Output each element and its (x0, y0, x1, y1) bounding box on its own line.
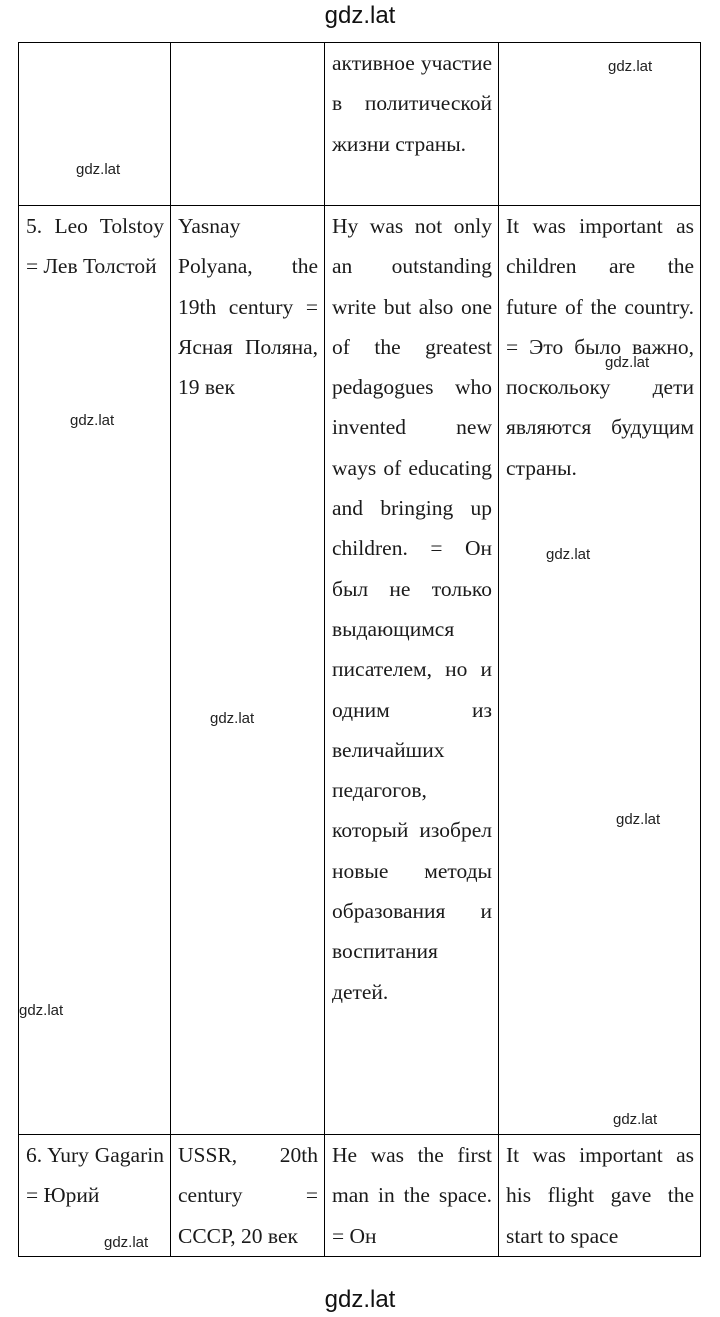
table-cell-empty (499, 43, 701, 206)
table-cell-achievement (325, 43, 499, 206)
site-header: gdz.lat (324, 2, 396, 29)
watermark: gdz.lat (616, 811, 661, 828)
table-cell-place-time (171, 1135, 325, 1257)
cell-text: 6. Yury Gagarin = Юрий (26, 1143, 164, 1208)
cell-text: Yasnay Polyana, the 19th century = Ясная Поляна, 19 век (178, 214, 318, 400)
cell-text: USSR, 20th century = СССР, 20 век (178, 1143, 318, 1248)
cell-text: It was important as children are the future of the country. = Это было важно, поскольоку дети являются будущим страны. (506, 214, 694, 480)
table-cell-achievement (325, 1135, 499, 1257)
table-cell-person (19, 206, 171, 1135)
table-cell-empty (19, 43, 171, 206)
history-table (18, 42, 701, 1257)
watermark: gdz.lat (608, 58, 653, 75)
table-cell-achievement (325, 206, 499, 1135)
cell-text: активное участие в политической жизни страны. (332, 51, 492, 156)
watermark: gdz.lat (546, 546, 591, 563)
watermark: gdz.lat (70, 412, 115, 429)
cell-text: 5. Leo Tolstoy = Лев Толстой (26, 214, 164, 279)
table-cell-importance (499, 1135, 701, 1257)
watermark: gdz.lat (210, 710, 255, 727)
watermark: gdz.lat (19, 1002, 64, 1019)
cell-text: It was important as his flight gave the start to space (506, 1143, 694, 1248)
watermark: gdz.lat (76, 161, 121, 178)
watermark: gdz.lat (104, 1234, 149, 1251)
cell-text: He was the first man in the space. = Он (332, 1143, 492, 1248)
table-row (19, 206, 701, 1135)
table-cell-place-time (171, 206, 325, 1135)
table-cell-importance (499, 206, 701, 1135)
watermark: gdz.lat (605, 354, 650, 371)
table-row-continuation (19, 43, 701, 206)
site-footer: gdz.lat (324, 1286, 396, 1313)
watermark: gdz.lat (613, 1111, 658, 1128)
cell-text: Hy was not only an outstanding write but also one of the greatest pedagogues who invented new ways of educating and bringing up children. = Он был не только выдающимся писателем, но и одним из величайших педагогов, который изобрел новые методы образования и воспитания детей. (332, 214, 492, 1004)
table-cell-empty (171, 43, 325, 206)
